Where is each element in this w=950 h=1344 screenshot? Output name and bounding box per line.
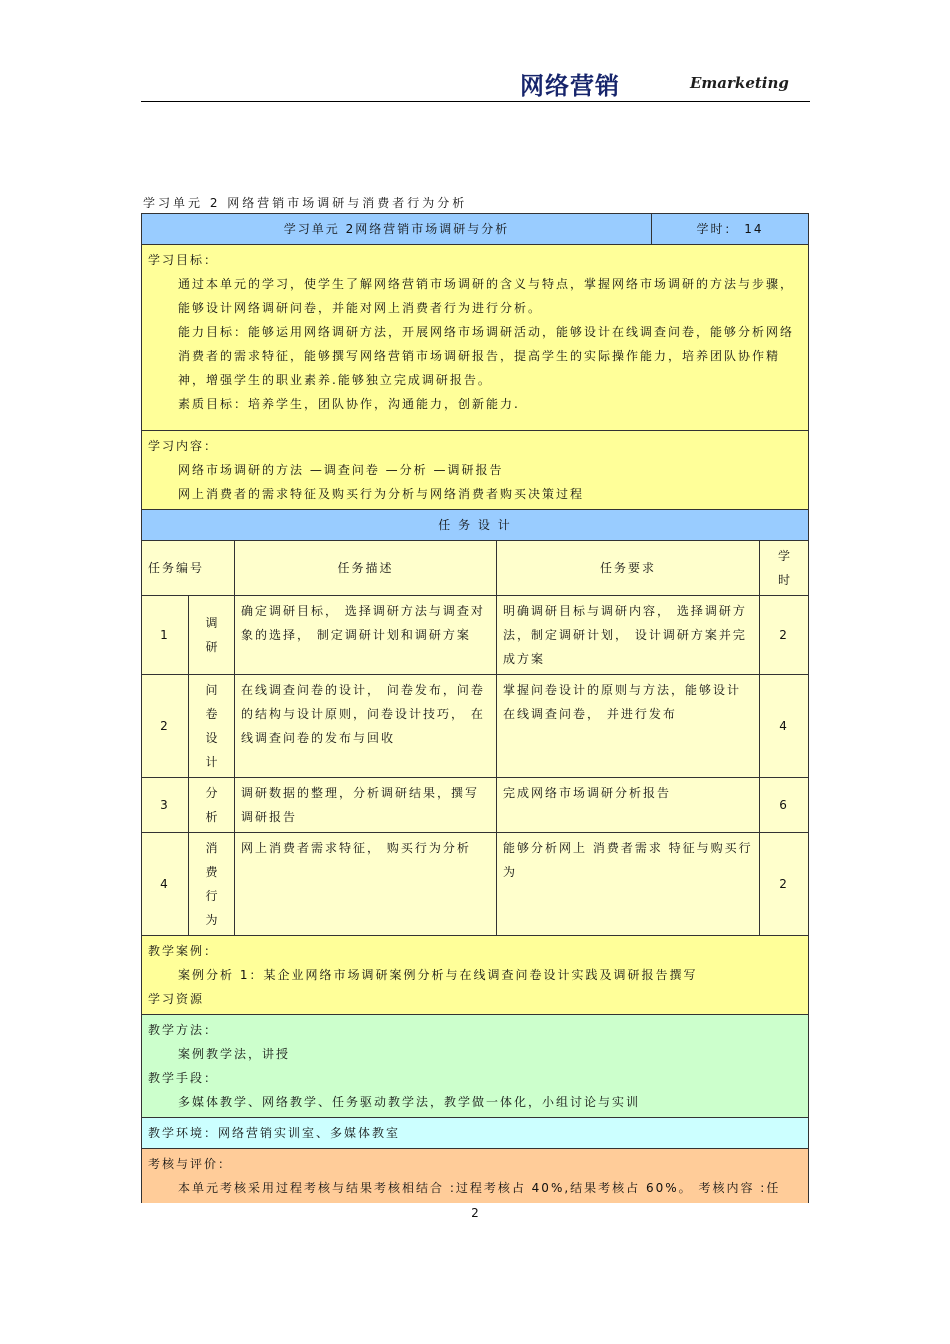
col-header-task: 任务描述 <box>235 541 497 596</box>
task-desc: 网上消费者需求特征， 购买行为分析 <box>235 833 497 936</box>
task-hours: 2 <box>760 833 809 936</box>
task-no: 4 <box>142 833 189 936</box>
task-desc: 在线调查问卷的设计， 问卷发布，问卷的结构与设计原则，问卷设计技巧， 在线调查问卷的发布与回收 <box>235 675 497 778</box>
content-line: 网络市场调研的方法 —调查问卷 —分析 —调研报告 <box>178 463 504 477</box>
content-heading: 学习内容： <box>148 439 219 453</box>
header-logo <box>508 66 789 100</box>
task-no: 1 <box>142 596 189 675</box>
cases-row <box>142 936 809 1015</box>
environment-text: 教学环境：网络营销实训室、多媒体教室 <box>142 1118 809 1149</box>
task-hours: 6 <box>760 778 809 833</box>
task-desc: 调研数据的整理，分析调研结果，撰写调研报告 <box>235 778 497 833</box>
objectives-heading: 学习目标： <box>148 253 219 267</box>
means-heading: 教学手段： <box>148 1071 219 1085</box>
task-hours: 4 <box>760 675 809 778</box>
task-req: 完成网络市场调研分析报告 <box>497 778 760 833</box>
logo-english-text: Emarketing <box>690 74 789 92</box>
unit-caption: 学习单元 2 网络营销市场调研与消费者行为分析 <box>143 196 468 210</box>
means-body: 多媒体教学、网络教学、任务驱动教学法，教学做一体化，小组讨论与实训 <box>178 1095 641 1109</box>
col-header-req: 任务要求 <box>497 541 760 596</box>
assessment-heading: 考核与评价： <box>148 1157 233 1171</box>
task-row <box>142 675 809 778</box>
task-row <box>142 778 809 833</box>
cases-heading: 教学案例： <box>148 944 219 958</box>
col-header-no: 任务编号 <box>142 541 235 596</box>
col-header-hours: 学时 <box>778 549 793 587</box>
assessment-line: 本单元考核采用过程考核与结果考核相结合 :过程考核占 40%,结果考核占 60%。 考核内容 :任 <box>178 1181 781 1195</box>
unit-title-row <box>142 214 809 245</box>
task-row <box>142 596 809 675</box>
task-name: 调研 <box>205 616 220 654</box>
unit-hours: 学时： 14 <box>652 214 809 245</box>
objectives-paragraph: 能力目标：能够运用网络调研方法，开展网络市场调研活动，能够设计在线调查问卷，能够分析网络消费者的需求特征，能够撰写网络营销市场调研报告，提高学生的实际操作能力，培养团队协作精神，增强学生的职业素养.能够独立完成调研报告。 <box>178 325 795 387</box>
task-name: 问卷设计 <box>205 683 220 769</box>
task-no: 2 <box>142 675 189 778</box>
page-number: 2 <box>471 1206 479 1220</box>
tasks-header-row <box>142 541 809 596</box>
objectives-row <box>142 245 809 431</box>
task-req: 明确调研目标与调研内容， 选择调研方法，制定调研计划， 设计调研方案并完成方案 <box>497 596 760 675</box>
task-no: 3 <box>142 778 189 833</box>
task-row <box>142 833 809 936</box>
task-name: 分析 <box>205 786 220 824</box>
task-name: 消费行为 <box>205 841 220 927</box>
methods-body: 案例教学法，讲授 <box>178 1047 291 1061</box>
objectives-paragraph: 素质目标：培养学生，团队协作，沟通能力，创新能力. <box>178 397 520 411</box>
objectives-paragraph: 通过本单元的学习，使学生了解网络营销市场调研的含义与特点，掌握网络市场调研的方法与步骤，能够设计网络调研问卷，并能对网上消费者行为进行分析。 <box>178 277 795 315</box>
unit-title: 学习单元 2网络营销市场调研与分析 <box>142 214 652 245</box>
header-divider <box>141 101 810 102</box>
task-req: 能够分析网上 消费者需求 特征与购买行为 <box>497 833 760 936</box>
unit-table <box>141 213 809 1203</box>
task-req: 掌握问卷设计的原则与方法，能够设计在线调查问卷， 并进行发布 <box>497 675 760 778</box>
cases-resources: 学习资源 <box>148 992 205 1006</box>
content-row <box>142 431 809 510</box>
logo-chinese-text: 网络营销 <box>520 71 620 100</box>
assessment-row <box>142 1149 809 1204</box>
task-desc: 确定调研目标， 选择调研方法与调查对象的选择， 制定调研计划和调研方案 <box>235 596 497 675</box>
task-hours: 2 <box>760 596 809 675</box>
cases-line: 案例分析 1：某企业网络市场调研案例分析与在线调查问卷设计实践及调研报告撰写 <box>178 968 698 982</box>
tasks-title-row <box>142 510 809 541</box>
content-line: 网上消费者的需求特征及购买行为分析与网络消费者购买决策过程 <box>178 487 585 501</box>
tasks-title: 任 务 设 计 <box>142 510 809 541</box>
methods-heading: 教学方法： <box>148 1023 219 1037</box>
environment-row <box>142 1118 809 1149</box>
methods-row <box>142 1015 809 1118</box>
